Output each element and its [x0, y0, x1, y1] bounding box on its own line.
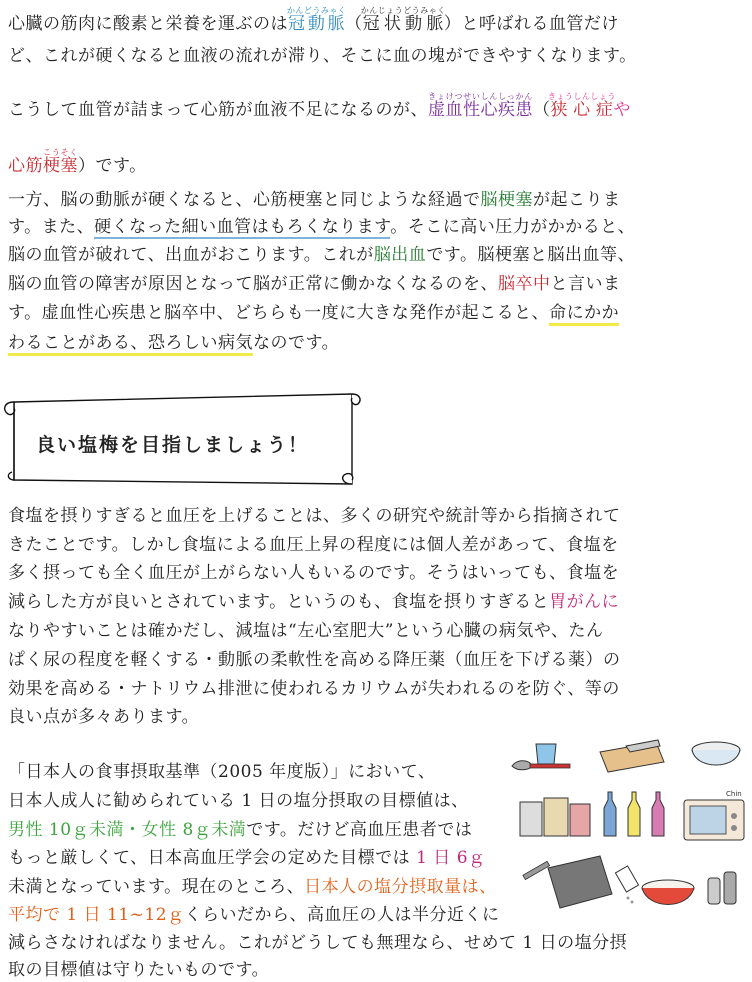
- p3-line-8: [8, 705, 199, 729]
- p4-line-7: [8, 931, 627, 955]
- text-span: す。虚血性心疾患と脳卒中、どちらも一度に大きな発作が起こると、: [8, 303, 550, 323]
- pepper-shakers-icon: [708, 872, 736, 904]
- text-span: ）と呼ばれる血管だけ: [443, 14, 619, 34]
- p4-line-2: [8, 789, 469, 813]
- text-span: （: [533, 100, 551, 120]
- text-span: 多く摂っても全く血圧が上がらない人もいるのです。そうはいっても、食塩を: [8, 563, 620, 583]
- text-span: 良い点が多々あります。: [8, 707, 200, 727]
- p2-line-4: [8, 272, 621, 296]
- intake-average: 平均で 1 日 11~12ｇ: [8, 905, 185, 925]
- microwave-icon: [684, 790, 744, 840]
- p4-line-3: [8, 818, 472, 842]
- cutting-board-icon: [600, 740, 664, 772]
- p4-line-6: [8, 903, 500, 927]
- text-span: 一方、脳の動脈が硬くなると、心筋梗塞と同じような経過で: [8, 190, 481, 210]
- term-igan: 胃がん: [549, 592, 602, 612]
- p2-line-1: [8, 188, 621, 212]
- text-span: が起こりま: [533, 190, 621, 210]
- p1-line-2: [8, 44, 637, 68]
- p2-line-3: [8, 243, 635, 267]
- p3-line-3: [8, 561, 619, 585]
- text-span: 効果を高める・ナトリウム排泄に使われるカリウムが失われるのを防ぐ、等の: [8, 679, 620, 699]
- text-span: （: [345, 14, 363, 34]
- seasoning-packages-icon: [520, 798, 590, 836]
- highlighted-phrase: 命にかか: [549, 303, 619, 326]
- p4-line-1: [8, 760, 435, 784]
- text-span: こうして血管が詰まって心筋が血液不足になるのが、: [8, 100, 428, 120]
- ruby-kandoumyaku: 冠動脈かんどうみゃく: [286, 6, 347, 34]
- measuring-cup-icon: [512, 744, 570, 770]
- text-span: 日本人成人に勧められている 1 日の塩分摂取の目標値は、: [8, 791, 469, 811]
- microwave-label: Chin: [726, 790, 742, 798]
- p3-line-1: [8, 504, 621, 528]
- p3-line-4: [8, 590, 619, 614]
- target-values: 男性 10ｇ未満・女性 8ｇ未満: [8, 820, 247, 840]
- text-span: 脳の血管の障害が原因となって脳が正常に働かなくなるのを、: [8, 274, 498, 294]
- p1-line-3: [8, 92, 631, 122]
- ruby-kosoku: 梗塞こうそく: [43, 148, 78, 176]
- term-nousocchu: 脳卒中: [498, 274, 551, 294]
- text-span: 食塩を摂りすぎると血圧を上げることは、多くの研究や統計等から指摘されて: [8, 506, 621, 526]
- text-span: 脳の血管が破れて、出血がおこります。これが: [8, 245, 374, 265]
- text-span: 。そこに高い圧力がかかると、: [390, 217, 636, 237]
- text-span: なりやすいことは確かだし、減塩は“左心室肥大”という心臓の病気や、たん: [8, 621, 604, 641]
- term-noushukketsu: 脳出血: [373, 245, 427, 265]
- text-span: なのです。: [253, 333, 340, 353]
- cooking-utensils-illustration: [508, 738, 748, 913]
- frying-pan-icon: [523, 856, 612, 908]
- text-span: に: [601, 592, 620, 612]
- highlighted-phrase: わることがある、恐ろしい病気: [8, 333, 253, 356]
- text-span: と言いま: [550, 274, 621, 294]
- text-span: ど、これが硬くなると血液の流れが滞り、そこに血の塊ができやすくなります。: [8, 46, 637, 66]
- text-span: 未満となっています。現在のところ、: [8, 877, 305, 897]
- text-span: す。また、: [8, 217, 95, 237]
- p4-line-4: [8, 846, 486, 870]
- p4-line-8: [8, 958, 269, 982]
- text-span: きたことです。しかし食塩による血圧上昇の程度には個人差があって、食塩を: [8, 535, 619, 555]
- text-span: 心筋: [8, 156, 43, 176]
- underlined-phrase: 硬くなった細い血管はもろくなります: [94, 217, 391, 237]
- text-span: 取の目標値は守りたいものです。: [8, 960, 270, 980]
- salt-shaker-icon: [615, 866, 638, 904]
- bowl-icon: [692, 742, 740, 765]
- text-span: もっと厳しくて、日本高血圧学会の定めた目標では: [8, 848, 411, 868]
- text-span: くらいだから、高血圧の人は半分近くに: [184, 905, 500, 925]
- mixing-bowl-icon: [642, 880, 694, 905]
- text-span: 心臓の筋肉に酸素と栄養を運ぶのは: [8, 14, 288, 34]
- target-6g: 1 日 6ｇ: [410, 848, 486, 868]
- p1-line-4: [8, 148, 147, 178]
- ruby-kanjou: 冠状動脈かんじょうどうみゃく: [360, 6, 446, 34]
- p4-line-5: [8, 875, 497, 899]
- p2-line-2: [8, 215, 635, 239]
- p3-line-2: [8, 533, 619, 557]
- bottles-icon: [604, 792, 664, 836]
- p3-line-6: [8, 648, 621, 672]
- p1-line-1: [8, 6, 619, 36]
- text-span: や: [613, 100, 631, 120]
- text-span: 減らした方が良いとされています。というのも、食塩を摂りすぎると: [8, 592, 550, 612]
- section-heading: 良い塩梅を目指しましょう！: [36, 434, 310, 456]
- p2-line-6: [8, 331, 339, 355]
- text-span: ぱく尿の程度を軽くする・動脈の柔軟性を高める降圧薬（血圧を下げる薬）の: [8, 650, 621, 670]
- ruby-kyoketsu: 虚血性心疾患きょけつせいしんしっかん: [428, 92, 533, 120]
- text-span: 「日本人の食事摂取基準（2005 年度版）」において、: [8, 762, 436, 782]
- p3-line-5: [8, 619, 604, 643]
- p3-line-7: [8, 677, 620, 701]
- text-span: です。だけど高血圧患者では: [246, 820, 473, 840]
- text-span: です。脳梗塞と脳出血等、: [426, 245, 635, 265]
- text-span: 減らさなければなりません。これがどうしても無理なら、せめて 1 日の塩分摂: [8, 933, 628, 953]
- intake-phrase: 日本人の塩分摂取量は、: [304, 877, 497, 897]
- p2-line-5: [8, 301, 619, 325]
- term-noukousoku: 脳梗塞: [480, 190, 533, 210]
- ruby-kyoshin: 狭心症きょうしんしょう: [547, 92, 616, 120]
- text-span: ）です。: [78, 156, 147, 176]
